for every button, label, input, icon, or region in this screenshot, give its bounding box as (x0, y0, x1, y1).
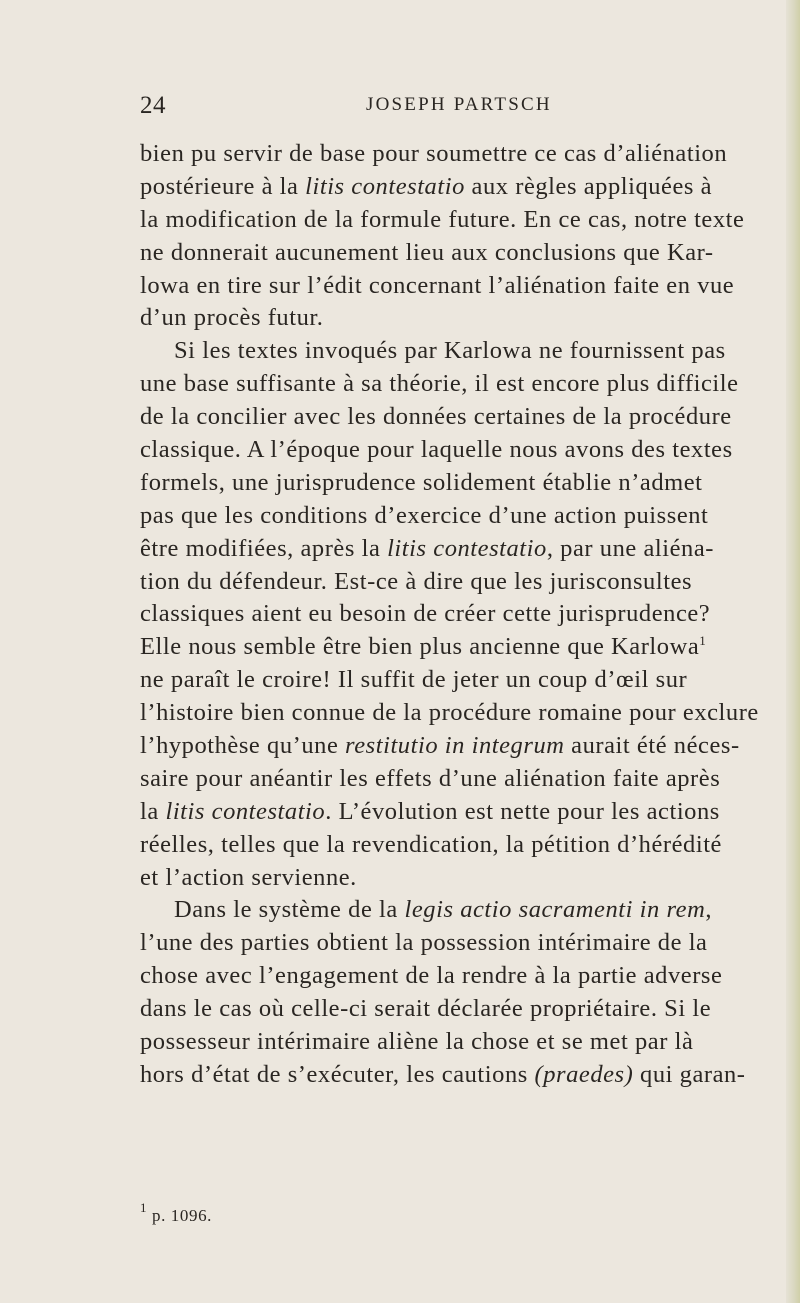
footnote-text: p. 1096. (151, 1206, 213, 1225)
text-line: possesseur intérimaire aliène la chose et se met par là (140, 1028, 694, 1056)
text-line: l’histoire bien connue de la procédure romaine pour exclure (140, 699, 759, 727)
running-head: JOSEPH PARTSCH (366, 94, 552, 115)
text-line: la litis contestatio. L’évolution est nette pour les actions (140, 797, 720, 825)
text-line: classique. A l’époque pour laquelle nous avons des textes (140, 436, 733, 464)
text-line: bien pu servir de base pour soumettre ce cas d’aliénation (140, 140, 728, 167)
text-line: chose avec l’engagement de la rendre à la partie adverse (140, 962, 723, 990)
text-line: être modifiées, après la litis contestatio, par une aliéna- (140, 534, 714, 562)
text-line: une base suffisante à sa théorie, il est encore plus difficile (140, 370, 739, 398)
text-line: Elle nous semble être bien plus ancienne que Karlowa$^1$ (140, 633, 707, 661)
footnote (140, 1200, 213, 1226)
footnote-marker: 1 (140, 1200, 148, 1215)
text-line: l’hypothèse qu’une restitutio in integrum aurait été néces- (140, 732, 740, 760)
text-line: classiques aient eu besoin de créer cette jurisprudence? (140, 600, 711, 628)
text-line: tion du défendeur. Est-ce à dire que les jurisconsultes (140, 567, 693, 595)
text-line: ne donnerait aucunement lieu aux conclusions que Kar- (140, 238, 714, 266)
text-line: postérieure à la litis contestatio aux règles appliquées à (140, 172, 713, 200)
text-line: et l’action servienne. (140, 863, 357, 891)
text-line: ne paraît le croire! Il suffit de jeter un coup d’œil sur (140, 666, 688, 694)
text-line: d’un procès futur. (140, 304, 324, 332)
text-line: pas que les conditions d’exercice d’une action puissent (140, 501, 709, 529)
text-line: formels, une jurisprudence solidement établie n’admet (140, 468, 703, 496)
text-line: lowa en tire sur l’édit concernant l’aliénation faite en vue (140, 271, 735, 299)
text-line: Dans le système de la legis actio sacramenti in rem, (174, 896, 713, 924)
page-number: 24 (140, 92, 166, 119)
text-line: l’une des parties obtient la possession intérimaire de la (140, 929, 708, 957)
text-line: réelles, telles que la revendication, la pétition d’hérédité (140, 830, 722, 858)
text-line: Si les textes invoqués par Karlowa ne fournissent pas (174, 337, 726, 365)
text-line: dans le cas où celle-ci serait déclarée propriétaire. Si le (140, 995, 712, 1023)
text-line: saire pour anéantir les effets d’une aliénation faite après (140, 764, 721, 792)
text-line: de la concilier avec les données certaines de la procédure (140, 403, 732, 431)
text-line: hors d’état de s’exécuter, les cautions (praedes) qui garan- (140, 1060, 746, 1088)
page-header (140, 92, 790, 122)
text-line: la modification de la formule future. En ce cas, notre texte (140, 205, 745, 233)
body-text (140, 138, 790, 1092)
